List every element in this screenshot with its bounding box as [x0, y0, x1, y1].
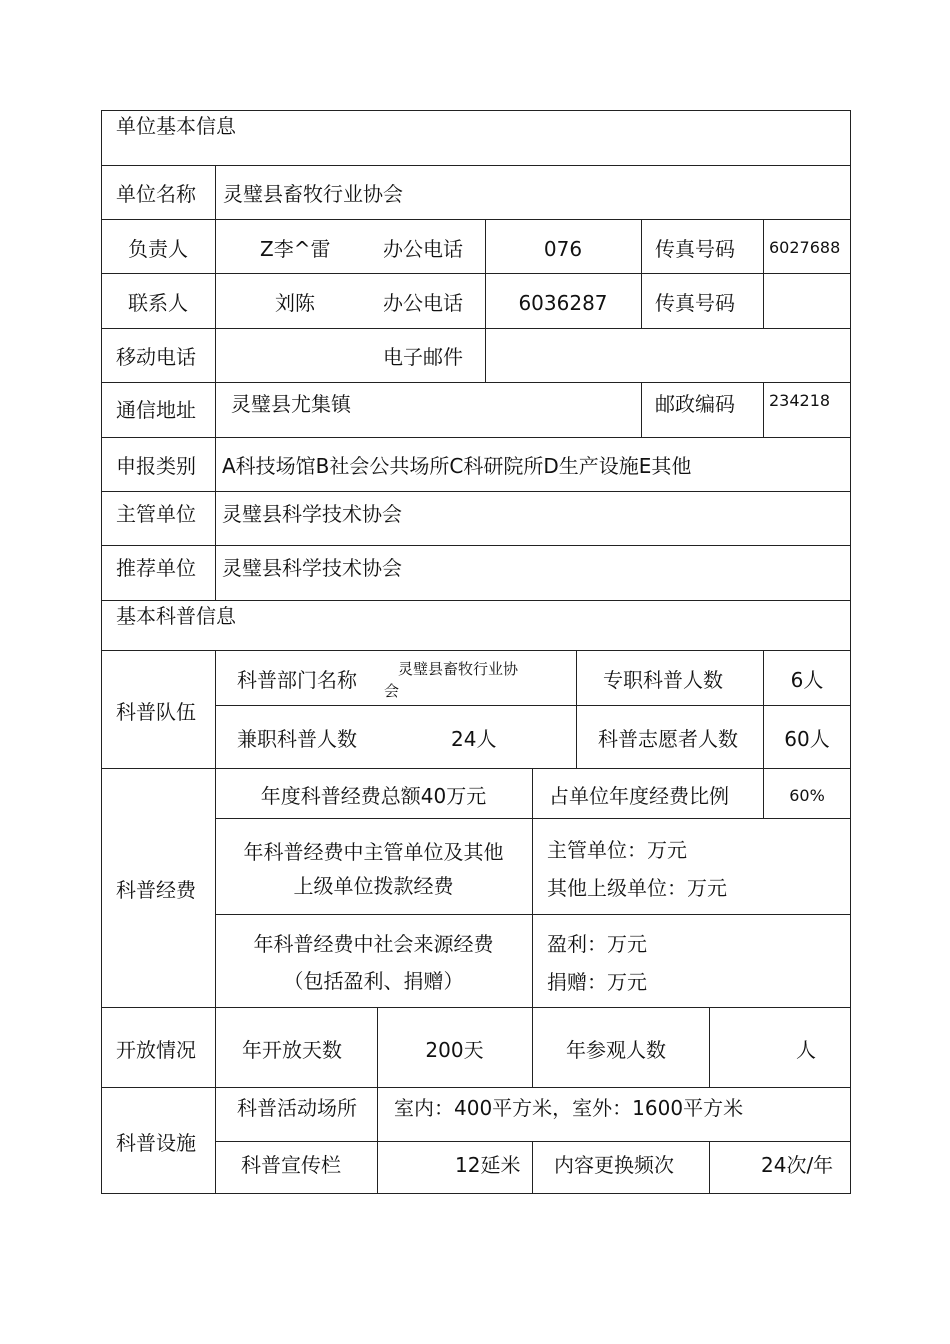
- open-days-value: 200天: [425, 1038, 484, 1062]
- fulltime-label: 专职科普人数: [603, 668, 723, 692]
- funds-label: 科普经费: [116, 878, 196, 902]
- open-days-label: 年开放天数: [242, 1038, 342, 1062]
- column-divider: [709, 1007, 710, 1087]
- address-value: 灵璧县尤集镇: [231, 392, 351, 416]
- ratio-label: 占单位年度经费比例: [549, 784, 729, 808]
- update-label: 内容更换频次: [554, 1153, 674, 1177]
- contact-name: 刘陈: [275, 291, 315, 315]
- row-divider: [101, 650, 851, 651]
- email-label: 电子邮件: [383, 345, 463, 369]
- parttime-label: 兼职科普人数: [237, 727, 357, 751]
- social-funds-label: 年科普经费中社会来源经费: [253, 932, 494, 956]
- column-divider: [763, 382, 764, 437]
- dept-name-value-cont: 会: [384, 682, 400, 700]
- row-divider: [101, 768, 851, 769]
- unit-name-label: 单位名称: [116, 182, 196, 206]
- column-divider: [215, 650, 216, 1194]
- address-label: 通信地址: [116, 398, 196, 422]
- office-phone-label: 办公电话: [383, 291, 463, 315]
- column-divider: [641, 219, 642, 328]
- total-funds: 年度科普经费总额40万元: [260, 784, 487, 808]
- row-divider: [101, 382, 851, 383]
- column-divider: [532, 1141, 533, 1194]
- category-label: 申报类别: [116, 454, 196, 478]
- row-divider: [215, 818, 851, 819]
- profit-value: 盈利：万元: [547, 932, 647, 956]
- head-phone: 076: [543, 237, 583, 261]
- row-divider: [215, 705, 851, 706]
- donation-value: 捐赠：万元: [547, 970, 647, 994]
- parttime-value: 24人: [451, 727, 497, 751]
- column-divider: [532, 768, 533, 1007]
- fax-label: 传真号码: [655, 291, 735, 315]
- column-divider: [532, 1007, 533, 1087]
- row-divider: [101, 545, 851, 546]
- volunteer-label: 科普志愿者人数: [598, 727, 738, 751]
- column-divider: [641, 382, 642, 437]
- column-divider: [763, 219, 764, 328]
- board-label: 科普宣传栏: [241, 1153, 341, 1177]
- supervisor-label: 主管单位: [116, 502, 196, 526]
- row-divider: [101, 491, 851, 492]
- row-divider: [101, 1087, 851, 1088]
- row-divider: [101, 219, 851, 220]
- row-divider: [215, 914, 851, 915]
- fulltime-value: 6人: [790, 668, 824, 692]
- section-title: 基本科普信息: [116, 604, 236, 628]
- column-divider: [709, 1141, 710, 1194]
- facility-label: 科普设施: [116, 1131, 196, 1155]
- unit-name-value: 灵璧县畜牧行业协会: [223, 182, 403, 206]
- gov-main-value: 主管单位：万元: [547, 838, 687, 862]
- dept-name-label: 科普部门名称: [237, 668, 357, 692]
- head-label: 负责人: [128, 237, 188, 261]
- postcode-value: 234218: [769, 391, 831, 410]
- visitors-value: 人: [796, 1038, 816, 1062]
- dept-name-value: 灵璧县畜牧行业协: [398, 660, 519, 678]
- gov-funds-label-cont: 上级单位拨款经费: [293, 874, 454, 898]
- row-divider: [101, 273, 851, 274]
- open-label: 开放情况: [116, 1038, 196, 1062]
- visitors-label: 年参观人数: [566, 1038, 666, 1062]
- update-value: 24次/年: [761, 1153, 834, 1177]
- column-divider: [576, 650, 577, 768]
- row-divider: [101, 328, 851, 329]
- fax-label: 传真号码: [655, 237, 735, 261]
- social-funds-label-cont: （包括盈利、捐赠）: [283, 969, 464, 993]
- venue-value: 室内：400平方米，室外：1600平方米: [394, 1096, 744, 1120]
- recommender-value: 灵璧县科学技术协会: [222, 556, 402, 580]
- row-divider: [101, 1007, 851, 1008]
- board-value: 12延米: [455, 1153, 521, 1177]
- row-divider: [101, 600, 851, 601]
- row-divider: [101, 165, 851, 166]
- column-divider: [377, 1007, 378, 1194]
- supervisor-value: 灵璧县科学技术协会: [222, 502, 402, 526]
- recommender-label: 推荐单位: [116, 556, 196, 580]
- postcode-label: 邮政编码: [655, 392, 735, 416]
- volunteer-value: 60人: [784, 727, 830, 751]
- mobile-label: 移动电话: [116, 345, 196, 369]
- contact-phone: 6036287: [518, 291, 608, 315]
- contact-label: 联系人: [128, 291, 188, 315]
- office-phone-label: 办公电话: [383, 237, 463, 261]
- venue-label: 科普活动场所: [237, 1096, 357, 1120]
- column-divider: [215, 165, 216, 600]
- gov-funds-label: 年科普经费中主管单位及其他: [243, 840, 504, 864]
- gov-other-value: 其他上级单位：万元: [547, 876, 727, 900]
- row-divider: [215, 1141, 851, 1142]
- section-title: 单位基本信息: [116, 114, 236, 138]
- head-fax: 6027688: [769, 238, 841, 257]
- team-label: 科普队伍: [116, 700, 196, 724]
- row-divider: [101, 437, 851, 438]
- ratio-value: 60%: [789, 786, 825, 805]
- category-options: A科技场馆B社会公共场所C科研院所D生产设施E其他: [222, 454, 692, 478]
- head-name: Z李^雷: [260, 237, 331, 261]
